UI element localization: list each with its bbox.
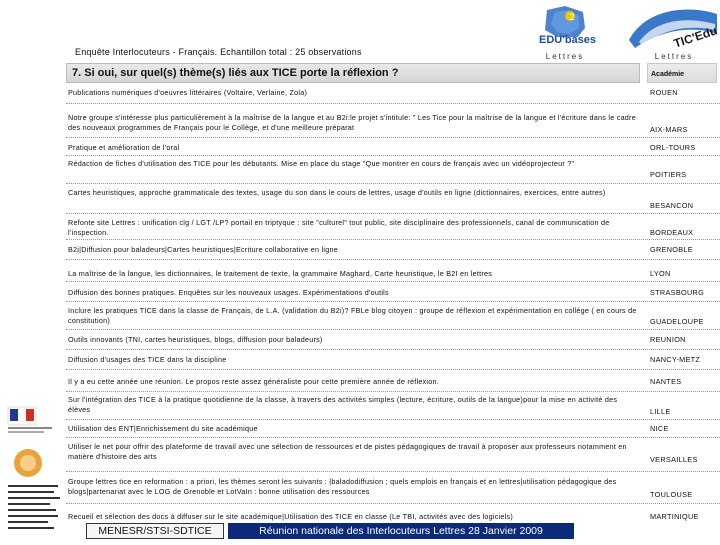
response-text: Outils innovants (TNI, cartes heuristiques, blogs, diffusion pour baladeurs)	[68, 335, 323, 344]
response-text: Diffusion des bonnes pratiques. Enquêtes sur les nouveaux usages. Expérimentations d'outils	[68, 288, 389, 297]
response-academie: MARTINIQUE	[650, 512, 699, 521]
svg-text:2: 2	[569, 12, 575, 22]
table-row	[66, 392, 720, 420]
table-row	[66, 472, 720, 504]
response-text: Notre groupe s'intéresse plus particulièrement à la maîtrise de la langue et au B2i:le projet s'intitule: " Les Tice pour la maîtrise de la langue et l'écriture dans le cadre des nouveaux programmes de Français pour le Collège, et d'une meilleure préparat	[68, 113, 636, 132]
response-text: Pratique et amélioration de l'oral	[68, 143, 180, 152]
response-academie: GRENOBLE	[650, 245, 693, 254]
response-academie: POITIERS	[650, 170, 687, 179]
table-row	[66, 214, 720, 240]
response-academie: BORDEAUX	[650, 228, 694, 237]
table-row	[66, 420, 720, 438]
table-row	[66, 330, 720, 350]
response-academie: REUNION	[650, 335, 686, 344]
table-row	[66, 104, 720, 138]
survey-title: Enquête Interlocuteurs - Français. Echantillon total : 25 observations	[75, 47, 362, 57]
response-academie: BESANCON	[650, 201, 694, 210]
response-text: B2i|Diffusion pour baladeurs|Cartes heuristiques|Ecriture collaborative en ligne	[68, 245, 338, 254]
response-text: Diffusion d'usages des TICE dans la discipline	[68, 355, 227, 364]
table-row	[66, 302, 720, 330]
response-text: La maîtrise de la langue, les dictionnaires, le traitement de texte, la grammaire Maghard, Carte heuristique, le B2I en lettres	[68, 269, 493, 278]
table-row	[66, 504, 720, 522]
table-row	[66, 84, 720, 104]
table-row	[66, 350, 720, 370]
ticedu-logo-text: TIC'Edu	[671, 23, 719, 51]
response-academie: NANCY-METZ	[650, 355, 701, 364]
response-academie: NICE	[650, 424, 669, 433]
response-academie: ORL-TOURS	[650, 143, 696, 152]
response-academie: STRASBOURG	[650, 288, 705, 297]
table-row	[66, 184, 720, 214]
response-text: Cartes heuristiques, approche grammaticale des textes, usage du son dans le cours de lettres, usage d'outils en ligne (dictionnaires, exercices, entre autres)	[68, 188, 606, 197]
response-text: Sur l'intégration des TICE à la pratique quotidienne de la classe, à travers des activités simples (lecture, écriture, outils de la langue)pour la mise en activité des élèves	[68, 395, 618, 414]
ministry-logos	[6, 405, 66, 540]
response-academie: VERSAILLES	[650, 455, 698, 464]
table-row	[66, 138, 720, 156]
response-academie: NANTES	[650, 377, 682, 386]
response-academie: ROUEN	[650, 88, 678, 97]
response-text: Il y a eu cette année une réunion. Le propos reste assez généraliste pour cette première année de réflexion.	[68, 377, 440, 386]
table-row	[66, 156, 720, 184]
ticedu-logo	[625, 4, 720, 54]
table-row	[66, 260, 720, 282]
question-title: 7. Si oui, sur quel(s) thème(s) liés aux TICE porte la réflexion ?	[66, 63, 640, 83]
lettres-tab-right: Lettres	[654, 52, 694, 61]
footer-event-title: Réunion nationale des Interlocuteurs Lettres 28 Janvier 2009	[228, 523, 574, 539]
response-text: Recueil et sélection des docs à diffuser sur le site académique|Utilisation des TICE en classe (Le TBI, activités avec des logiciels)	[68, 512, 514, 521]
response-academie: LYON	[650, 269, 671, 278]
response-academie: GUADELOUPE	[650, 317, 704, 326]
response-text: Rédaction de fiches d'utilisation des TICE pour les débutants. Mise en place du stage "Que montrer en cours de français avec un vidéoprojecteur ?"	[68, 159, 575, 168]
response-text: Utilisation des ENT|Enrichissement du site académique	[68, 424, 258, 433]
academie-column-header: Académie	[647, 63, 717, 83]
footer-organization: MENESR/STSI-SDTICE	[86, 523, 224, 539]
edubases-logo	[525, 4, 615, 54]
response-text: Inclure les pratiques TICE dans la classe de Français, de L.A. (validation du B2i)? FBLe blog citoyen : groupe de réflexion et expérimentation en collège ( en cours de constitution)	[68, 306, 637, 325]
table-row	[66, 370, 720, 392]
table-row	[66, 240, 720, 260]
table-row	[66, 438, 720, 472]
response-academie: LILLE	[650, 407, 671, 416]
response-text: Groupe lettres tice en reformation : a priori, les thèmes seront les suivants : |baladodiffusion ; quels emplois en français et en lettres|utilisation pédagogique des blogs|partenariat avec le LOG de Grenoble et LotVaIn : bonne utilisation des ressources	[68, 477, 617, 496]
response-text: Refonte site Lettres : unification clg / LGT /LP? portail en triptyque : site "culturel" tout public, site disciplinaire des professionnels, canal de communication de l'inspection.	[68, 218, 610, 237]
response-text: Publications numériques d'oeuvres littéraires (Voltaire, Verlaine, Zola)	[68, 88, 308, 97]
response-text: Utiliser le net pour offrir des plateforme de travail avec une sélection de ressources et de pistes pédagogiques de travail à proposer aux professeurs notamment en matière d'histoire des arts	[68, 442, 627, 461]
table-row	[66, 282, 720, 302]
edubases-logo-text: EDU'bases	[539, 34, 597, 46]
response-academie: AIX-MARS	[650, 125, 688, 134]
response-academie: TOULOUSE	[650, 490, 693, 499]
lettres-tab-left: Lettres	[545, 52, 585, 61]
